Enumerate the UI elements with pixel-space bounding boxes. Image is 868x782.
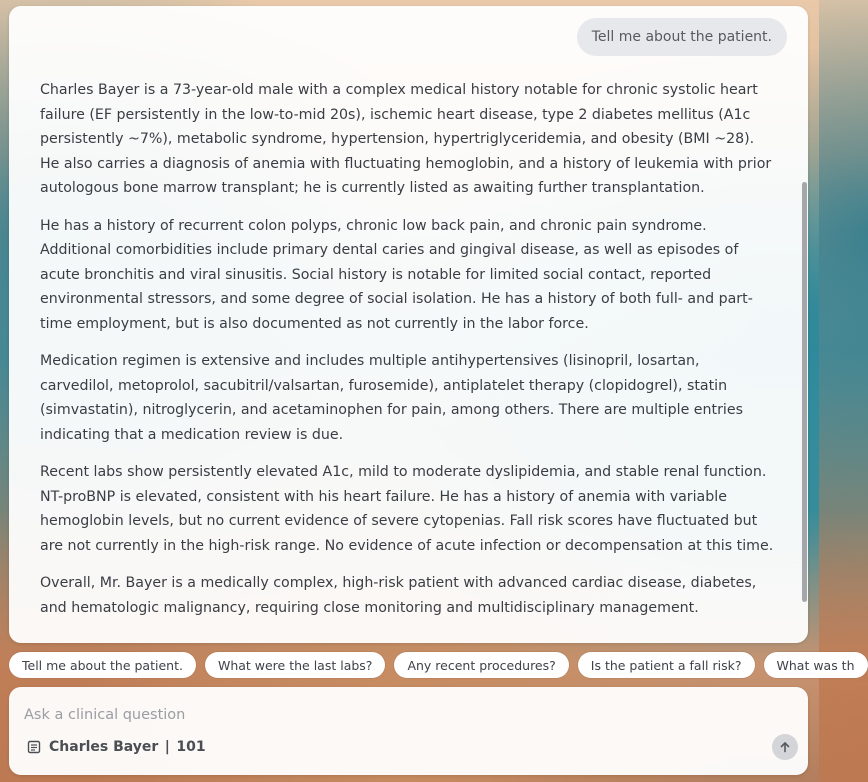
arrow-up-icon — [779, 738, 791, 757]
response-paragraph: Recent labs show persistently elevated A1c, mild to moderate dyslipidemia, and stable renal function. NT-proBNP is elevated, consistent with his heart failure. He has a history of anemia with variable hemoglobin levels, but no current evidence of severe cytopenias. Fall risk scores have fluctuated but are not currently in the high-risk range. No evidence of acute infection or decompensation at this time. — [40, 464, 774, 554]
clinical-question-input[interactable] — [24, 701, 764, 729]
suggestion-chip-last-labs[interactable]: What were the last labs? — [205, 652, 385, 678]
composer — [9, 687, 808, 775]
send-button[interactable] — [772, 734, 798, 760]
suggestion-chip-recent-procedures[interactable]: Any recent procedures? — [394, 652, 568, 678]
patient-id: 101 — [176, 739, 206, 755]
suggestion-chip-truncated[interactable]: What was th — [764, 652, 868, 678]
assistant-response — [40, 78, 775, 633]
response-paragraph: He has a history of recurrent colon polyps, chronic low back pain, and chronic pain syndrome. Additional comorbidities include primary dental caries and gingival disease, as well as episodes of acute bronchitis and viral sinusitis. Social history is notable for limited social contact, reported environmental stressors, and some degree of social isolation. He has a history of both full- and part-time employment, but is also documented as not currently in the labor force. — [40, 217, 753, 332]
chat-panel — [9, 6, 808, 643]
patient-context-tag[interactable] — [27, 739, 206, 755]
scrollbar-thumb[interactable] — [802, 182, 807, 602]
document-list-icon — [27, 740, 41, 754]
suggestion-chip-patient-summary[interactable]: Tell me about the patient. — [9, 652, 196, 678]
response-paragraph: Overall, Mr. Bayer is a medically complex, high-risk patient with advanced cardiac disease, diabetes, and hematologic malignancy, requiring close monitoring and multidisciplinary management. — [40, 575, 757, 616]
patient-separator: | — [164, 739, 170, 755]
user-message-bubble — [577, 18, 787, 56]
user-message-text: Tell me about the patient. — [591, 29, 772, 45]
suggestion-chip-fall-risk[interactable]: Is the patient a fall risk? — [578, 652, 755, 678]
suggestion-chips — [9, 652, 855, 678]
response-paragraph: Charles Bayer is a 73-year-old male with a complex medical history notable for chronic systolic heart failure (EF persistently in the low-to-mid 20s), ischemic heart disease, type 2 diabetes mellitus (A1c persistently ~7%), metabolic syndrome, hypertension, hypertriglyceridemia, and obesity (BMI ~28). He also carries a diagnosis of anemia with fluctuating hemoglobin, and a history of leukemia with prior autologous bone marrow transplant; he is currently listed as awaiting further transplantation. — [40, 82, 772, 196]
response-paragraph: Medication regimen is extensive and includes multiple antihypertensives (lisinopril, losartan, carvedilol, metoprolol, sacubitril/valsartan, furosemide), antiplatelet therapy (clopidogrel), statin (simvastatin), nitroglycerin, and acetaminophen for pain, among others. There are multiple entries indicating that a medication review is due. — [40, 353, 743, 443]
patient-name: Charles Bayer — [49, 739, 159, 755]
